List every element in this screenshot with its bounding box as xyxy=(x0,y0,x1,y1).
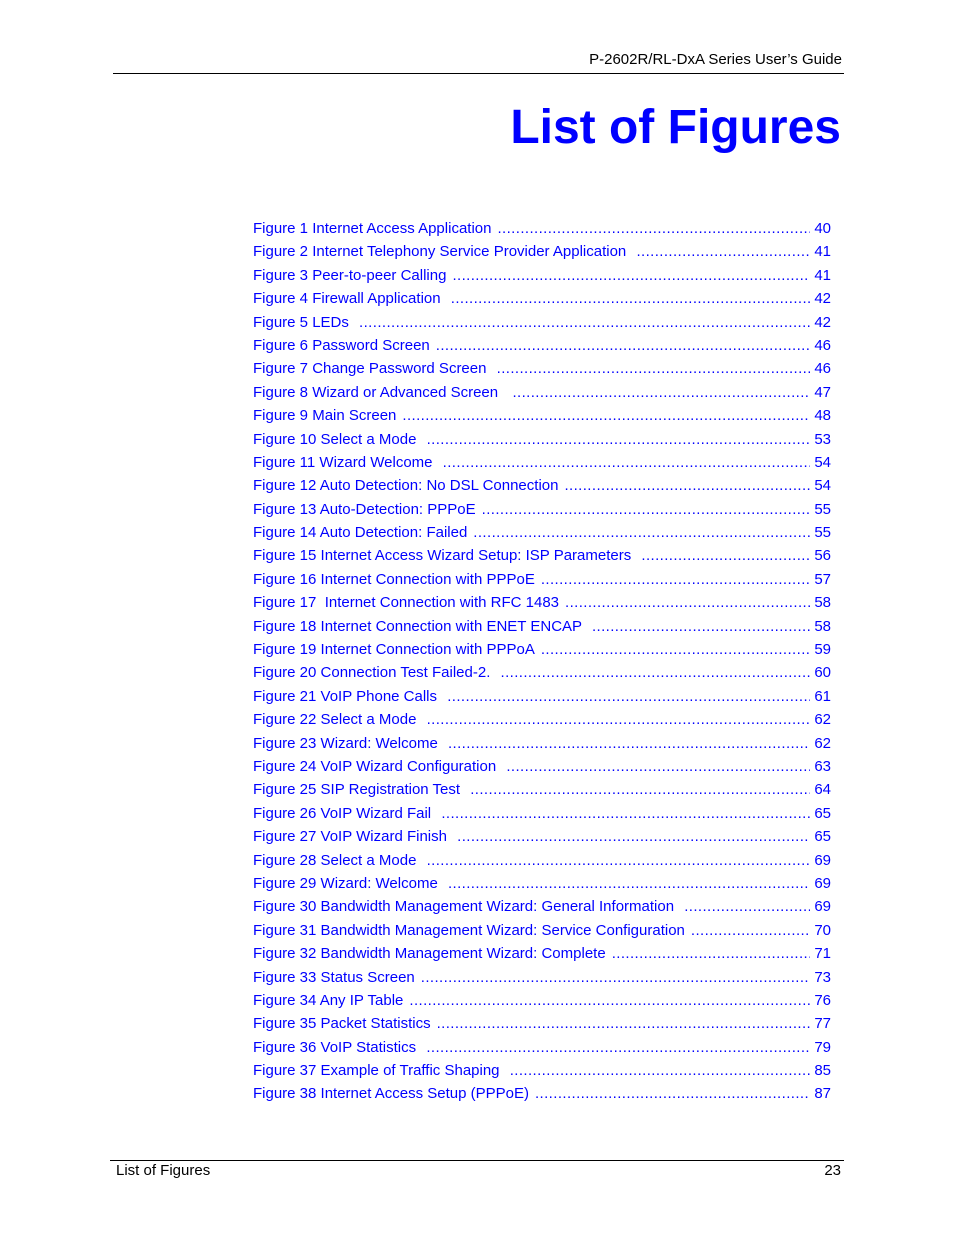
figure-title-link[interactable]: Figure 22 Select a Mode xyxy=(253,711,421,729)
dot-leader xyxy=(612,942,811,965)
figure-page-number[interactable]: 77 xyxy=(814,1015,831,1033)
figure-list-entry[interactable] xyxy=(253,544,831,567)
figure-page-number[interactable]: 55 xyxy=(814,524,831,542)
dot-leader xyxy=(447,685,810,708)
dot-leader xyxy=(441,802,810,825)
dot-leader xyxy=(448,732,810,755)
dot-leader xyxy=(470,778,810,801)
figure-page-number[interactable]: 62 xyxy=(814,734,831,752)
figure-title-link[interactable]: Figure 7 Change Password Screen xyxy=(253,360,491,378)
figure-list-entry[interactable] xyxy=(253,825,831,848)
dot-leader xyxy=(684,895,810,918)
figure-list-entry[interactable] xyxy=(253,264,831,287)
figure-title-link[interactable]: Figure 16 Internet Connection with PPPoE xyxy=(253,570,535,588)
figure-list-entry[interactable] xyxy=(253,568,831,591)
figure-list-entry[interactable] xyxy=(253,919,831,942)
dot-leader xyxy=(501,661,811,684)
dot-leader xyxy=(482,498,811,521)
figure-list-entry[interactable] xyxy=(253,802,831,825)
figure-page-number[interactable]: 71 xyxy=(814,945,831,963)
figure-page-number[interactable]: 40 xyxy=(814,220,831,237)
figure-list-entry[interactable] xyxy=(253,334,831,357)
figure-page-number[interactable]: 48 xyxy=(814,407,831,425)
dot-leader xyxy=(451,287,811,310)
figure-page-number[interactable]: 63 xyxy=(814,757,831,775)
dot-leader xyxy=(359,311,810,334)
figure-list-entry[interactable] xyxy=(253,381,831,404)
figure-title-link[interactable]: Figure 26 VoIP Wizard Fail xyxy=(253,804,436,822)
figure-page-number[interactable]: 62 xyxy=(814,711,831,729)
dot-leader xyxy=(535,1082,810,1105)
figure-page-number[interactable]: 73 xyxy=(814,968,831,986)
dot-leader xyxy=(443,451,811,474)
dot-leader xyxy=(402,404,810,427)
figure-page-number[interactable]: 65 xyxy=(814,804,831,822)
figure-title-link[interactable]: Figure 8 Wizard or Advanced Screen xyxy=(253,383,507,401)
dot-leader xyxy=(427,708,811,731)
figure-page-number[interactable]: 87 xyxy=(814,1085,831,1103)
figure-list-entry[interactable] xyxy=(253,1059,831,1082)
figure-title-link[interactable]: Figure 5 LEDs xyxy=(253,313,354,331)
figure-list-entry[interactable] xyxy=(253,732,831,755)
page-title: List of Figures xyxy=(510,101,841,154)
figure-page-number[interactable]: 58 xyxy=(814,617,831,635)
figure-list-entry[interactable] xyxy=(253,404,831,427)
figure-list-entry[interactable] xyxy=(253,451,831,474)
footer-divider xyxy=(110,1160,844,1161)
dot-leader xyxy=(426,1036,810,1059)
figure-list-entry[interactable] xyxy=(253,685,831,708)
figure-list-entry[interactable] xyxy=(253,942,831,965)
figure-page-number[interactable]: 69 xyxy=(814,874,831,892)
figure-page-number[interactable]: 64 xyxy=(814,781,831,799)
figure-list-entry[interactable] xyxy=(253,1012,831,1035)
figure-page-number[interactable]: 54 xyxy=(814,477,831,495)
figure-list-entry[interactable] xyxy=(253,498,831,521)
figure-list-entry[interactable] xyxy=(253,778,831,801)
figure-page-number[interactable]: 42 xyxy=(814,290,831,308)
figure-page-number[interactable]: 65 xyxy=(814,828,831,846)
figure-list-entry[interactable] xyxy=(253,849,831,872)
dot-leader xyxy=(636,240,810,263)
figure-title-link[interactable]: Figure 17 Internet Connection with RFC 1483 xyxy=(253,594,559,612)
figure-page-number[interactable]: 57 xyxy=(814,570,831,588)
dot-leader xyxy=(564,474,810,497)
figure-list-entry[interactable] xyxy=(253,638,831,661)
figure-page-number[interactable]: 56 xyxy=(814,547,831,565)
figure-title-link[interactable]: Figure 25 SIP Registration Test xyxy=(253,781,465,799)
figure-title-link[interactable]: Figure 29 Wizard: Welcome xyxy=(253,874,442,892)
figure-title-link[interactable]: Figure 36 VoIP Statistics xyxy=(253,1038,421,1056)
figure-title-link[interactable]: Figure 4 Firewall Application xyxy=(253,290,445,308)
dot-leader xyxy=(448,872,810,895)
dot-leader xyxy=(641,544,810,567)
dot-leader xyxy=(512,381,810,404)
figure-list-entry[interactable] xyxy=(253,1082,831,1105)
footer-section-name: List of Figures xyxy=(116,1162,211,1179)
dot-leader xyxy=(510,1059,811,1082)
figure-page-number[interactable]: 41 xyxy=(814,243,831,261)
dot-leader xyxy=(565,591,810,614)
figure-title-link[interactable]: Figure 30 Bandwidth Management Wizard: General Information xyxy=(253,898,679,916)
figure-title-link[interactable]: Figure 33 Status Screen xyxy=(253,968,415,986)
figure-list-entry[interactable] xyxy=(253,357,831,380)
figure-title-link[interactable]: Figure 31 Bandwidth Management Wizard: Service Configuration xyxy=(253,921,685,939)
figure-title-link[interactable]: Figure 24 VoIP Wizard Configuration xyxy=(253,757,501,775)
dot-leader xyxy=(506,755,810,778)
figure-list-entry[interactable] xyxy=(253,1036,831,1059)
figure-page-number[interactable]: 79 xyxy=(814,1038,831,1056)
figure-title-link[interactable]: Figure 34 Any IP Table xyxy=(253,991,404,1009)
figure-title-link[interactable]: Figure 1 Internet Access Application xyxy=(253,220,492,237)
figure-title-link[interactable]: Figure 15 Internet Access Wizard Setup: ISP Parameters xyxy=(253,547,636,565)
figure-page-number[interactable]: 60 xyxy=(814,664,831,682)
figure-title-link[interactable]: Figure 10 Select a Mode xyxy=(253,430,421,448)
dot-leader xyxy=(457,825,810,848)
dot-leader xyxy=(409,989,810,1012)
figure-page-number[interactable]: 85 xyxy=(814,1062,831,1080)
figure-title-link[interactable]: Figure 12 Auto Detection: No DSL Connection xyxy=(253,477,559,495)
figure-list-entry[interactable] xyxy=(253,895,831,918)
dot-leader xyxy=(497,357,811,380)
figure-page-number[interactable]: 41 xyxy=(814,266,831,284)
running-header: P-2602R/RL-DxA Series User’s Guide xyxy=(589,51,842,68)
figure-title-link[interactable]: Figure 37 Example of Traffic Shaping xyxy=(253,1062,504,1080)
figure-title-link[interactable]: Figure 11 Wizard Welcome xyxy=(253,453,437,471)
figure-page-number[interactable]: 76 xyxy=(814,991,831,1009)
dot-leader xyxy=(473,521,810,544)
figure-title-link[interactable]: Figure 14 Auto Detection: Failed xyxy=(253,524,468,542)
figure-list-entry[interactable] xyxy=(253,615,831,638)
figure-list-entry[interactable] xyxy=(253,872,831,895)
figure-title-link[interactable]: Figure 2 Internet Telephony Service Provider Application xyxy=(253,243,631,261)
figure-title-link[interactable]: Figure 28 Select a Mode xyxy=(253,851,421,869)
figure-title-link[interactable]: Figure 20 Connection Test Failed-2. xyxy=(253,664,495,682)
figure-title-link[interactable]: Figure 35 Packet Statistics xyxy=(253,1015,431,1033)
dot-leader xyxy=(592,615,810,638)
figure-page-number[interactable]: 46 xyxy=(814,360,831,378)
figure-title-link[interactable]: Figure 27 VoIP Wizard Finish xyxy=(253,828,452,846)
figure-title-link[interactable]: Figure 6 Password Screen xyxy=(253,336,430,354)
figure-list-entry[interactable] xyxy=(253,661,831,684)
figure-page-number[interactable]: 53 xyxy=(814,430,831,448)
dot-leader xyxy=(541,638,810,661)
figure-list-entry[interactable] xyxy=(253,521,831,544)
dot-leader xyxy=(427,849,811,872)
figure-page-number[interactable]: 69 xyxy=(814,898,831,916)
figure-list-entry[interactable] xyxy=(253,428,831,451)
figure-page-number[interactable]: 69 xyxy=(814,851,831,869)
figure-list-entry[interactable] xyxy=(253,217,831,240)
figure-page-number[interactable]: 47 xyxy=(814,383,831,401)
figure-page-number[interactable]: 55 xyxy=(814,500,831,518)
figure-list-entry[interactable] xyxy=(253,966,831,989)
footer-page-number: 23 xyxy=(824,1162,841,1179)
figure-page-number[interactable]: 70 xyxy=(814,921,831,939)
dot-leader xyxy=(497,217,810,240)
figure-title-link[interactable]: Figure 23 Wizard: Welcome xyxy=(253,734,442,752)
figure-list xyxy=(253,217,831,1106)
figure-page-number[interactable]: 59 xyxy=(814,641,831,659)
dot-leader xyxy=(691,919,810,942)
header-divider xyxy=(113,73,844,74)
dot-leader xyxy=(541,568,810,591)
figure-page-number[interactable]: 42 xyxy=(814,313,831,331)
figure-page-number[interactable]: 61 xyxy=(814,687,831,705)
dot-leader xyxy=(436,334,811,357)
figure-title-link[interactable]: Figure 3 Peer-to-peer Calling xyxy=(253,266,447,284)
figure-list-entry[interactable] xyxy=(253,989,831,1012)
figure-title-link[interactable]: Figure 9 Main Screen xyxy=(253,407,397,425)
figure-page-number[interactable]: 58 xyxy=(814,594,831,612)
figure-title-link[interactable]: Figure 32 Bandwidth Management Wizard: Complete xyxy=(253,945,606,963)
figure-page-number[interactable]: 54 xyxy=(814,453,831,471)
figure-list-entry[interactable] xyxy=(253,287,831,310)
dot-leader xyxy=(452,264,810,287)
figure-title-link[interactable]: Figure 21 VoIP Phone Calls xyxy=(253,687,442,705)
figure-list-entry[interactable] xyxy=(253,591,831,614)
dot-leader xyxy=(437,1012,811,1035)
figure-list-entry[interactable] xyxy=(253,474,831,497)
figure-list-entry[interactable] xyxy=(253,311,831,334)
figure-title-link[interactable]: Figure 13 Auto-Detection: PPPoE xyxy=(253,500,476,518)
figure-list-entry[interactable] xyxy=(253,755,831,778)
dot-leader xyxy=(421,966,811,989)
figure-list-entry[interactable] xyxy=(253,240,831,263)
figure-page-number[interactable]: 46 xyxy=(814,336,831,354)
figure-list-entry[interactable] xyxy=(253,708,831,731)
figure-title-link[interactable]: Figure 38 Internet Access Setup (PPPoE) xyxy=(253,1085,529,1103)
dot-leader xyxy=(427,428,811,451)
figure-title-link[interactable]: Figure 19 Internet Connection with PPPoA xyxy=(253,641,535,659)
figure-title-link[interactable]: Figure 18 Internet Connection with ENET ENCAP xyxy=(253,617,586,635)
